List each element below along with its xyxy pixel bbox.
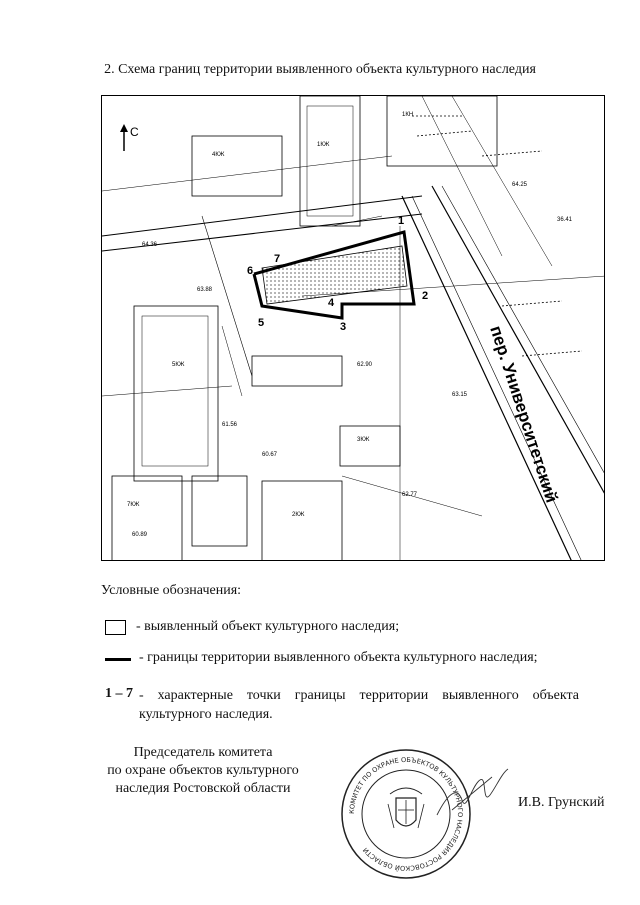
boundary-point-label: 1 (398, 215, 405, 227)
stamp-text: КОМИТЕТ ПО ОХРАНЕ ОБЪЕКТОВ КУЛЬТУРНОГО НАСЛЕДИЯ РОСТОВСКОЙ ОБЛАСТИ (347, 755, 465, 873)
boundary-point-label: 6 (247, 265, 254, 277)
legend-item-points (105, 686, 579, 724)
map-annotation: 1КЖ (317, 142, 330, 148)
legend-item-text: - выявленный объект культурного наследия; (136, 619, 400, 634)
boundary-point-label: 7 (274, 253, 281, 265)
legend-item-text: - характерные точки границы территории выявленного объекта культурного наследия. (139, 688, 579, 722)
coat-of-arms-icon (388, 788, 424, 828)
boundary-point-label: 3 (340, 321, 347, 333)
building-outline (134, 306, 218, 481)
map-annotation: 5КЖ (172, 362, 185, 368)
legend-item-object (105, 619, 399, 635)
signature-icon (432, 765, 512, 825)
map-annotation: 64.36 (142, 242, 158, 248)
map-annotation: 61.56 (222, 422, 238, 428)
legend-range: 1 – 7 (105, 686, 133, 701)
boundary-point-label: 2 (422, 290, 429, 302)
north-arrow-icon (120, 124, 128, 151)
north-label: С (130, 125, 139, 139)
map-annotation: 63.15 (452, 392, 468, 398)
position-line: по охране объектов культурного (107, 763, 299, 778)
map-annotation: 60.67 (262, 452, 278, 458)
map-annotation: 63.88 (197, 287, 213, 293)
legend-item-boundary (105, 650, 538, 666)
boundary-point-label: 4 (328, 297, 335, 309)
map-annotation: 62.77 (402, 492, 418, 498)
map-annotation: 64.25 (512, 182, 528, 188)
position-line: Председатель комитета (133, 745, 273, 760)
heritage-object (262, 246, 407, 304)
position-line: наследия Ростовской области (115, 781, 291, 796)
map-drawing (102, 96, 605, 561)
building-outline (262, 481, 342, 561)
legend-item-text: - границы территории выявленного объекта культурного наследия; (139, 650, 538, 665)
map-annotation: 62.90 (357, 362, 373, 368)
signer-name: И.В. Грунский (518, 795, 605, 810)
map-annotation: 7КЖ (127, 502, 140, 508)
legend-line-icon (105, 658, 131, 661)
page-title: 2. Схема границ территории выявленного объекта культурного наследия (104, 62, 536, 77)
map-annotation: 4КЖ (212, 152, 225, 158)
boundary-point-label: 5 (258, 317, 265, 329)
map-annotation: 60.89 (132, 532, 148, 538)
map-annotation: 2КЖ (292, 512, 305, 518)
map-annotation: 3КЖ (357, 437, 370, 443)
map-annotation: 36.41 (557, 217, 573, 223)
street-label: пер. Университетский (486, 323, 562, 505)
boundary-map (101, 95, 605, 561)
map-annotation: 1КН (402, 112, 414, 118)
position-title (78, 744, 328, 798)
legend-box-icon (105, 620, 126, 635)
legend-title: Условные обозначения: (101, 583, 242, 598)
